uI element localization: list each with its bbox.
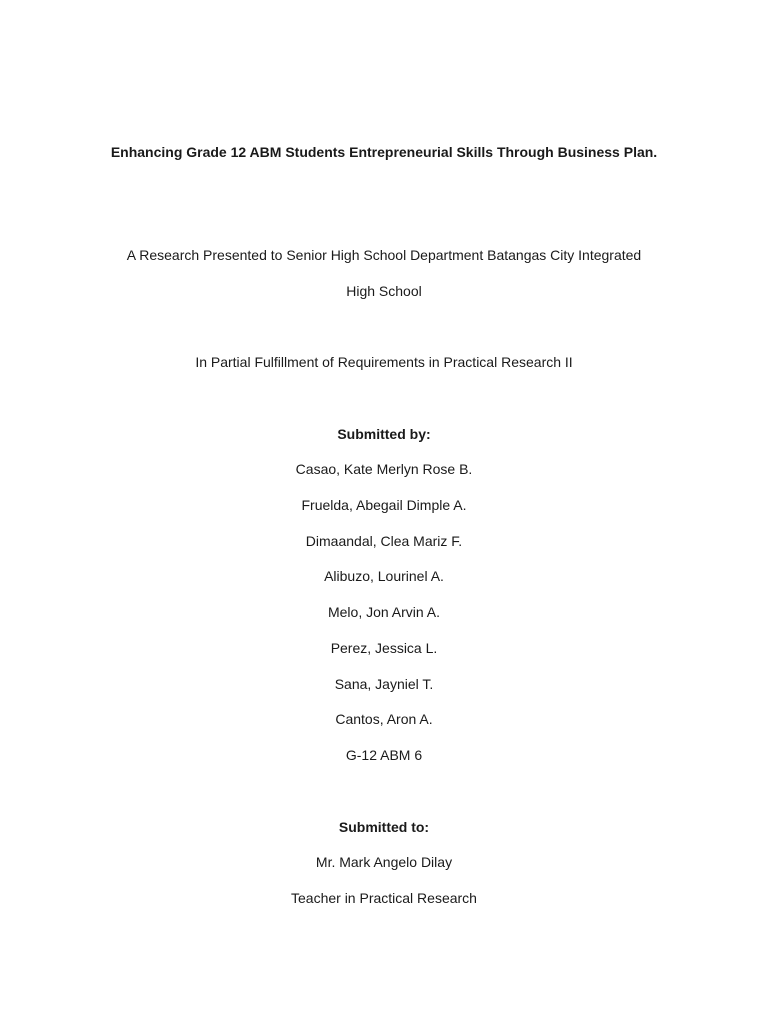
fulfillment-line: In Partial Fulfillment of Requirements in Practical Research II xyxy=(195,354,573,370)
author-name: Cantos, Aron A. xyxy=(335,711,433,727)
section-label: G-12 ABM 6 xyxy=(345,747,423,763)
author-name: Alibuzo, Lourinel A. xyxy=(324,568,444,584)
author-name: Casao, Kate Merlyn Rose B. xyxy=(295,461,473,477)
presented-line-2: High School xyxy=(346,283,422,299)
document-title: Enhancing Grade 12 ABM Students Entrepreneurial Skills Through Business Plan. xyxy=(110,144,658,160)
author-name: Perez, Jessica L. xyxy=(330,640,438,656)
teacher-name: Mr. Mark Angelo Dilay xyxy=(315,854,453,870)
submitted-by-label: Submitted by: xyxy=(337,426,431,442)
presented-line-1: A Research Presented to Senior High School Department Batangas City Integrated xyxy=(126,247,642,263)
author-name: Melo, Jon Arvin A. xyxy=(327,604,441,620)
author-name: Sana, Jayniel T. xyxy=(334,676,434,692)
teacher-role: Teacher in Practical Research xyxy=(291,890,477,906)
author-name: Dimaandal, Clea Mariz F. xyxy=(305,533,463,549)
author-name: Fruelda, Abegail Dimple A. xyxy=(301,497,467,513)
submitted-to-label: Submitted to: xyxy=(338,819,430,835)
